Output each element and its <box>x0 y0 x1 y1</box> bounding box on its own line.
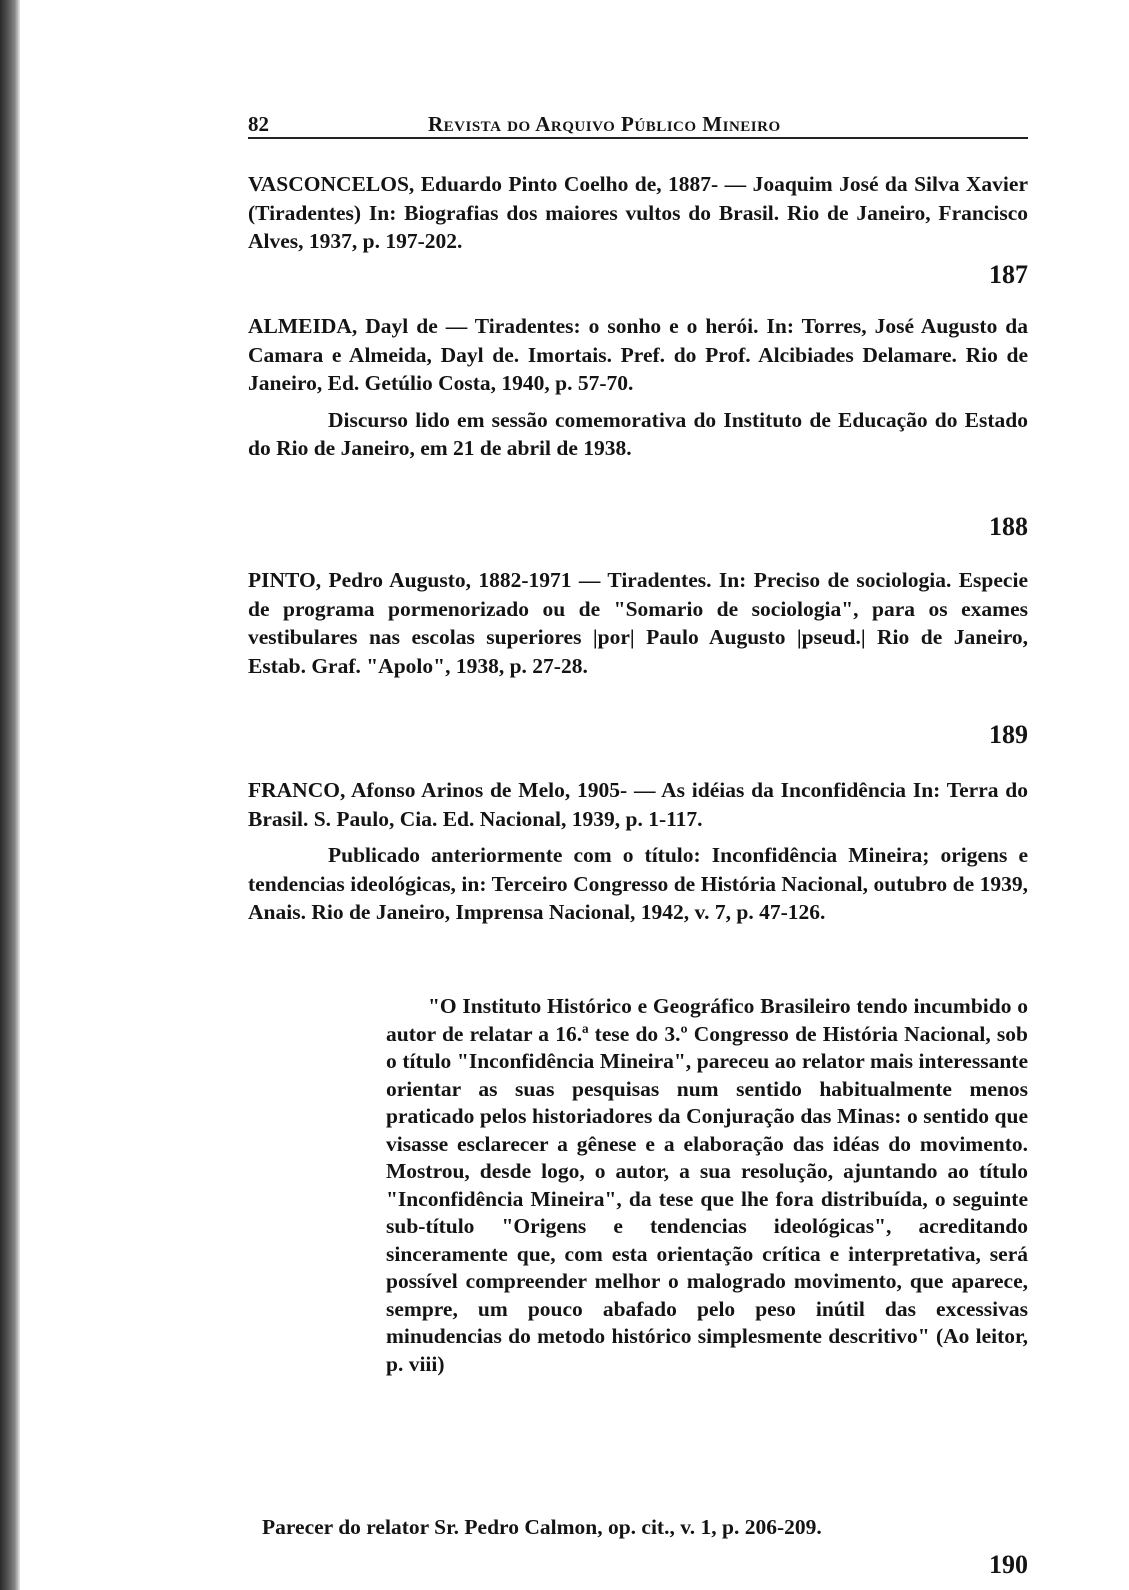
page-number: 82 <box>248 112 269 136</box>
entry-citation: VASCONCELOS, Eduardo Pinto Coelho de, 1887- — Joaquim José da Silva Xavier (Tiradentes) In: Biografias dos maiores vultos do Brasil. Rio de Janeiro, Francisco Alves, 1937, p. 197-202. <box>248 172 1028 254</box>
header-rule <box>248 137 1028 139</box>
bibliography-entry-188 <box>248 312 1028 463</box>
running-title: Revista do Arquivo Público Mineiro <box>428 112 781 136</box>
entry-citation: PINTO, Pedro Augusto, 1882-1971 — Tiradentes. In: Preciso de sociologia. Especie de programa pormenorizado ou de "Somario de sociologia", para os exames vestibulares nas escolas superiores |por| Paulo Augusto |pseud.| Rio de Janeiro, Estab. Graf. "Apolo", 1938, p. 27-28. <box>248 568 1028 678</box>
bibliography-entry-187 <box>248 170 1028 256</box>
entry-number: 188 <box>989 512 1028 541</box>
book-spine-shadow <box>0 0 20 1590</box>
entry-note: Discurso lido em sessão comemorativa do Instituto de Educação do Estado do Rio de Janeiro, em 21 de abril de 1938. <box>248 407 1028 461</box>
bibliography-entry-190 <box>248 776 1028 927</box>
bibliography-entry-189 <box>248 566 1028 680</box>
entry-citation: ALMEIDA, Dayl de — Tiradentes: o sonho e o herói. In: Torres, José Augusto da Camara e Almeida, Dayl de. Imortais. Pref. do Prof. Alcibiades Delamare. Rio de Janeiro, Ed. Getúlio Costa, 1940, p. 57-70. <box>248 314 1028 396</box>
entry-closing-note: Parecer do relator Sr. Pedro Calmon, op. cit., v. 1, p. 206-209. <box>262 1515 822 1539</box>
entry-number: 189 <box>989 720 1028 749</box>
entry-note: Publicado anteriormente com o título: Inconfidência Mineira; origens e tendencias ideológicas, in: Terceiro Congresso de História Nacional, outubro de 1939, Anais. Rio de Janeiro, Imprensa Nacional, 1942, v. 7, p. 47-126. <box>248 843 1028 925</box>
entry-number: 187 <box>989 260 1028 289</box>
running-header <box>248 108 1028 138</box>
block-quotation: "O Instituto Histórico e Geográfico Brasileiro tendo incumbido o autor de relatar a 16.ª tese do 3.º Congresso de História Nacional, sob o título "Inconfidência Mineira", pareceu ao relator mais interessante orientar as suas pesquisas num sentido habitualmente menos praticado pelos historiadores da Conjuração das Minas: o sentido que visasse esclarecer a gênese e a elaboração das idéas do movimento. Mostrou, desde logo, o autor, a sua resolução, ajuntando ao título "Inconfidência Mineira", da tese que lhe fora distribuída, o seguinte sub-título "Origens e tendencias ideológicas", acreditando sinceramente que, com esta orientação crítica e interpretativa, será possível compreender melhor o malogrado movimento, que aparece, sempre, um pouco abafado pelo peso inútil das excessivas minudencias do metodo histórico simplesmente descritivo" (Ao leitor, p. viii) <box>386 994 1028 1376</box>
entry-citation: FRANCO, Afonso Arinos de Melo, 1905- — As idéias da Inconfidência In: Terra do Brasil. S. Paulo, Cia. Ed. Nacional, 1939, p. 1-117. <box>248 778 1028 831</box>
entry-number: 190 <box>989 1550 1028 1579</box>
